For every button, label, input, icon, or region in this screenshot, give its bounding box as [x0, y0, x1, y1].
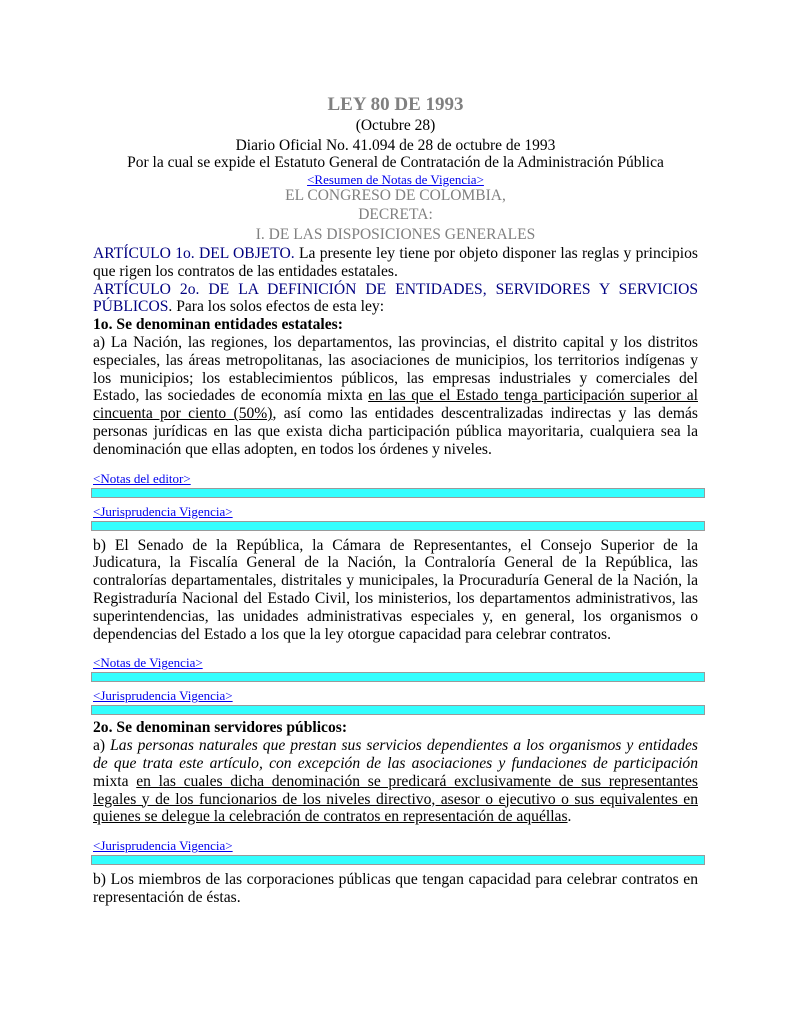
law-description: Por la cual se expide el Estatuto General de Contratación de la Administración Pública	[127, 154, 664, 171]
law-date: (Octubre 28)	[355, 117, 436, 134]
law-title: LEY 80 DE 1993	[327, 94, 464, 115]
notas-editor-link[interactable]: <Notas del editor>	[93, 470, 191, 486]
servidores-a-end: .	[567, 808, 572, 826]
jurisprudencia-link-3[interactable]: <Jurisprudencia Vigencia>	[93, 838, 233, 854]
article-1-text: La presente ley tiene por objeto disponer las reglas y principios que rigen los contratos de las entidades estatales.	[93, 245, 698, 280]
document-page	[93, 93, 698, 907]
article-2-label: ARTÍCULO 2o. DE LA DEFINICIÓN DE ENTIDADES, SERVIDORES Y SERVICIOS PÚBLICOS	[93, 280, 698, 316]
collapsed-note-bar[interactable]	[91, 705, 705, 715]
decreta-heading: DECRETA:	[358, 206, 433, 223]
notas-vigencia-link[interactable]: <Notas de Vigencia>	[93, 655, 203, 671]
servidores-a-mid: mixta	[93, 772, 137, 790]
entidades-paragraph-b: b) El Senado de la República, la Cámara de Representantes, el Consejo Superior de la Judicatura, la Fiscalía General de la Nación, la Contraloría General de la República, las contralorías departamentales, distritales y municipales, la Procuraduría General de la Nación, la Registraduría Nacional del Estado Civil, los ministerios, los departamentos administrativos, las superintendencias, las unidades administrativas especiales y, en general, los organismos o dependencias del Estado a los que la ley otorgue capacidad para celebrar contratos.	[93, 536, 698, 643]
jurisprudencia-link-1[interactable]: <Jurisprudencia Vigencia>	[93, 503, 233, 519]
servidores-paragraph-a	[93, 737, 698, 826]
article-1	[93, 245, 698, 281]
article-2	[93, 281, 698, 317]
congreso-heading: EL CONGRESO DE COLOMBIA,	[285, 186, 506, 204]
servidores-a-italic: Las personas naturales que prestan sus servicios dependientes a los organismos y entidades de que trata este artículo, con excepción de las asociaciones y fundaciones de participación	[93, 737, 699, 772]
collapsed-note-bar[interactable]	[91, 855, 705, 865]
entidades-a-text-1: a) La Nación, las regiones, los departamentos, las provincias, el distrito capital y los distritos especiales, las áreas metropolitanas, las asociaciones de municipios, los territorios indígenas y los municipios; los establecimientos públicos, las empresas industriales y comerciales del Estado, las sociedades de economía mixta	[93, 333, 698, 405]
article-1-label: ARTÍCULO 1o. DEL OBJETO.	[93, 245, 295, 262]
resumen-notas-link[interactable]: <Resumen de Notas de Vigencia>	[307, 171, 484, 187]
collapsed-note-bar[interactable]	[91, 672, 705, 682]
entidades-a-text-2: , así como las entidades descentralizadas indirectas y las demás personas jurídicas en las que exista dicha participación pública mayoritaria, cualquiera sea la denominación que ellas adopten, en todos los órdenes y niveles.	[93, 405, 698, 458]
entidades-paragraph-a	[93, 334, 698, 459]
servidores-a-prefix: a)	[93, 737, 111, 755]
servidores-paragraph-b: b) Los miembros de las corporaciones públicas que tengan capacidad para celebrar contratos en representación de éstas.	[93, 871, 698, 906]
diario-oficial: Diario Oficial No. 41.094 de 28 de octubre de 1993	[235, 136, 556, 154]
entidades-a-underlined: en las que el Estado tenga participación superior al cincuenta por ciento (50%)	[93, 387, 698, 423]
jurisprudencia-link-2[interactable]: <Jurisprudencia Vigencia>	[93, 688, 233, 704]
servidores-heading: 2o. Se denominan servidores públicos:	[93, 719, 348, 737]
collapsed-note-bar[interactable]	[91, 521, 705, 531]
entidades-heading: 1o. Se denominan entidades estatales:	[93, 316, 343, 334]
article-2-text: . Para los solos efectos de esta ley:	[168, 298, 385, 316]
section-heading: I. DE LAS DISPOSICIONES GENERALES	[255, 225, 536, 243]
collapsed-note-bar[interactable]	[91, 488, 705, 498]
servidores-a-underlined: en las cuales dicha denominación se predicará exclusivamente de sus representantes legales y de los funcionarios de los niveles directivo, asesor o ejecutivo o sus equivalentes en quienes se delegue la celebración de contratos en representación de aquéllas	[93, 772, 698, 826]
